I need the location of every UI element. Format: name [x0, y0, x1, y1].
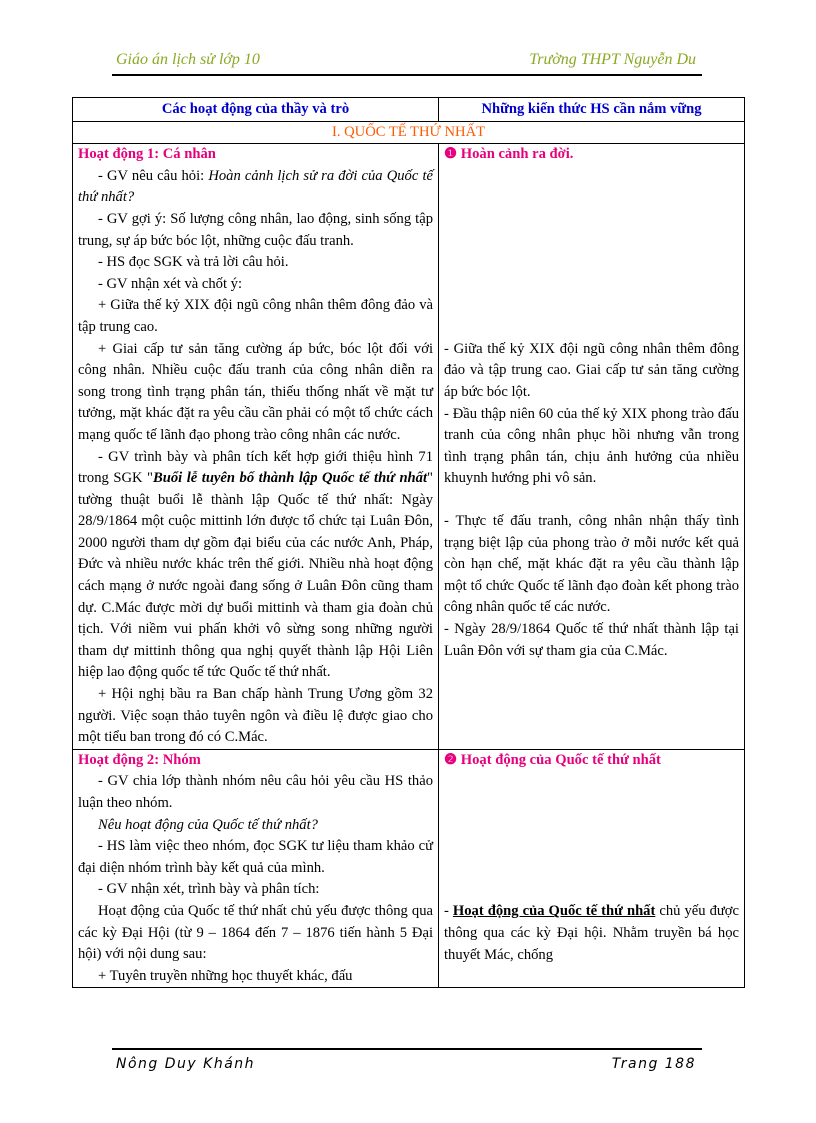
activity-1-narration [78, 447, 433, 685]
activity-2-line-1: - GV chia lớp thành nhóm nêu câu hỏi yêu cầu HS thảo luận theo nhóm. [78, 773, 433, 811]
table-row [73, 144, 745, 750]
col-header-activities: Các hoạt động của thầy và trò [73, 98, 439, 122]
number-1-icon: ❶ [444, 146, 458, 163]
knowledge-1-title: Hoàn cảnh ra đời. [460, 146, 574, 163]
activity-2-cell [73, 749, 439, 988]
question-prefix: - GV nêu câu hỏi: [98, 167, 209, 184]
knowledge-1-heading [444, 144, 739, 166]
item-text: chủ yếu được thông qua các kỳ Đại hội. Nhằm truyền bá học thuyết Mác, chống [444, 903, 739, 963]
narration-body: " tường thuật buổi lễ thành lập Quốc tế thứ nhất: Ngày 28/9/1864 một cuộc mittinh lớn được tổ chức tại Luân Đôn, 2000 người tham dự gồm đại biểu của các nước Anh, Pháp, Đức và nhiều nước khác trên thế giới. Nhiều nhà hoạt động cách mạng ở nước ngoài đang sống ở Luân Đôn cũng tham dự. C.Mác được mời dự buổi mittinh và tham gia đoàn chủ tịch. Với niềm vui phấn khởi vô sừng song những người tham dự mittinh thông qua nghị quyết thành lập Hội Liên hiệp lao động quốc tế tức Quốc tế thứ nhất. [78, 470, 433, 681]
knowledge-2-heading [444, 750, 739, 772]
activity-1-cell [73, 144, 439, 750]
knowledge-1-item-2: - Đầu thập niên 60 của thế kỷ XIX phong trào đấu tranh của công nhân phục hồi nhưng vẫn trong tình trạng phân tán, chịu ảnh hưởng của nhiều khuynh hướng phi vô sản. [444, 405, 739, 487]
activity-2-question [78, 815, 433, 837]
activity-2-line-4: Hoạt động của Quốc tế thứ nhất chủ yếu được thông qua các kỳ Đại Hội (từ 9 – 1864 đến 7 – 1876 tiến hành 5 Đại hội) với nội dung sau: [78, 902, 433, 963]
figure-title: Buổi lễ tuyên bố thành lập Quốc tế thứ nhất [153, 470, 428, 487]
question-text: Nêu hoạt động của Quốc tế thứ nhất? [98, 816, 318, 833]
knowledge-1-item-3: - Thực tế đấu tranh, công nhân nhận thấy tình trạng biệt lập của phong trào ở mỗi nước kết quả còn hạn chế, mặt khác đặt ra yêu cầu thành lập một tổ chức Quốc tế lãnh đạo đoàn kết phong trào công nhân quốc tế các nước. [444, 512, 739, 616]
lesson-table [72, 97, 745, 988]
knowledge-1-cell [439, 144, 745, 750]
activity-1-hs: - HS đọc SGK và trả lời câu hỏi. [98, 254, 289, 271]
item-emphasis: Hoạt động của Quốc tế thứ nhất [452, 903, 656, 920]
section-row [73, 121, 745, 144]
number-2-icon: ❷ [444, 751, 458, 768]
question-text: Hoàn cảnh lịch sử ra đời của Quốc tế thứ nhất? [78, 167, 433, 206]
activity-1-point-3: + Hội nghị bầu ra Ban chấp hành Trung Ương gồm 32 người. Việc soạn thảo tuyên ngôn và điều lệ được giao cho một tiểu ban trong đó có C.Mác. [78, 686, 433, 746]
item-prefix: - [444, 903, 453, 920]
knowledge-2-title: Hoạt động của Quốc tế thứ nhất [460, 751, 661, 768]
activity-1-question [78, 166, 433, 209]
table-header-row [73, 98, 745, 122]
hint-text: Số lượng công nhân, lao động, sinh sống tập trung, sự áp bức bóc lột, những cuộc đấu tranh. [78, 210, 433, 249]
knowledge-1-item-1: - Giữa thế kỷ XIX đội ngũ công nhân thêm đông đảo và tập trung cao. Giai cấp tư sản tăng cường áp bức bóc lột. [444, 340, 739, 400]
activity-1-hint [78, 209, 433, 252]
page-footer [112, 1048, 702, 1074]
page-header [112, 50, 702, 76]
header-subject: Giáo án lịch sử lớp 10 [116, 51, 260, 68]
narration-intro: - GV trình bày và phân tích kết hợp giới thiệu hình 71 trong SGK " [78, 448, 433, 487]
spacer [444, 166, 739, 339]
activity-1-point-2: + Giai cấp tư sản tăng cường áp bức, bóc lột đối với công nhân. Nhiều cuộc đấu tranh của công nhân diễn ra song trong tình trạng phân tán, thiếu thống nhất về mặt tư tưởng, mặt khác đặt ra yêu cầu cần phải có một tổ chức cách mạng quốc tế lãnh đạo phong trào công nhân các nước. [78, 340, 433, 443]
footer-page-number: Trang 188 [611, 1056, 696, 1072]
knowledge-2-cell [439, 749, 745, 988]
spacer [444, 490, 739, 511]
footer-author: Nông Duy Khánh [116, 1056, 256, 1072]
hint-prefix: - GV gợi ý: [98, 210, 171, 227]
activity-1-point-1: + Giữa thế kỷ XIX đội ngũ công nhân thêm đông đảo và tập trung cao. [78, 297, 433, 335]
activity-1-title: Hoạt động 1: Cá nhân [78, 146, 216, 163]
activity-2-title: Hoạt động 2: Nhóm [78, 751, 201, 768]
knowledge-2-item-1 [444, 901, 739, 966]
header-school: Trường THPT Nguyễn Du [529, 51, 696, 68]
col-header-knowledge: Những kiến thức HS cần nắm vững [439, 98, 745, 122]
table-row [73, 749, 745, 988]
activity-1-gv: - GV nhận xét và chốt ý: [98, 275, 243, 292]
activity-2-line-2: - HS làm việc theo nhóm, đọc SGK tư liệu tham khảo cử đại diện nhóm trình bày kết quả của mình. [78, 838, 433, 876]
activity-2-line-5: + Tuyên truyền những học thuyết khác, đấu [98, 967, 353, 984]
knowledge-1-item-4: - Ngày 28/9/1864 Quốc tế thứ nhất thành lập tại Luân Đôn với sự tham gia của C.Mác. [444, 620, 739, 659]
spacer [444, 771, 739, 901]
activity-2-line-3: - GV nhận xét, trình bày và phân tích: [98, 881, 320, 898]
section-title: I. QUỐC TẾ THỨ NHẤT [73, 121, 745, 144]
